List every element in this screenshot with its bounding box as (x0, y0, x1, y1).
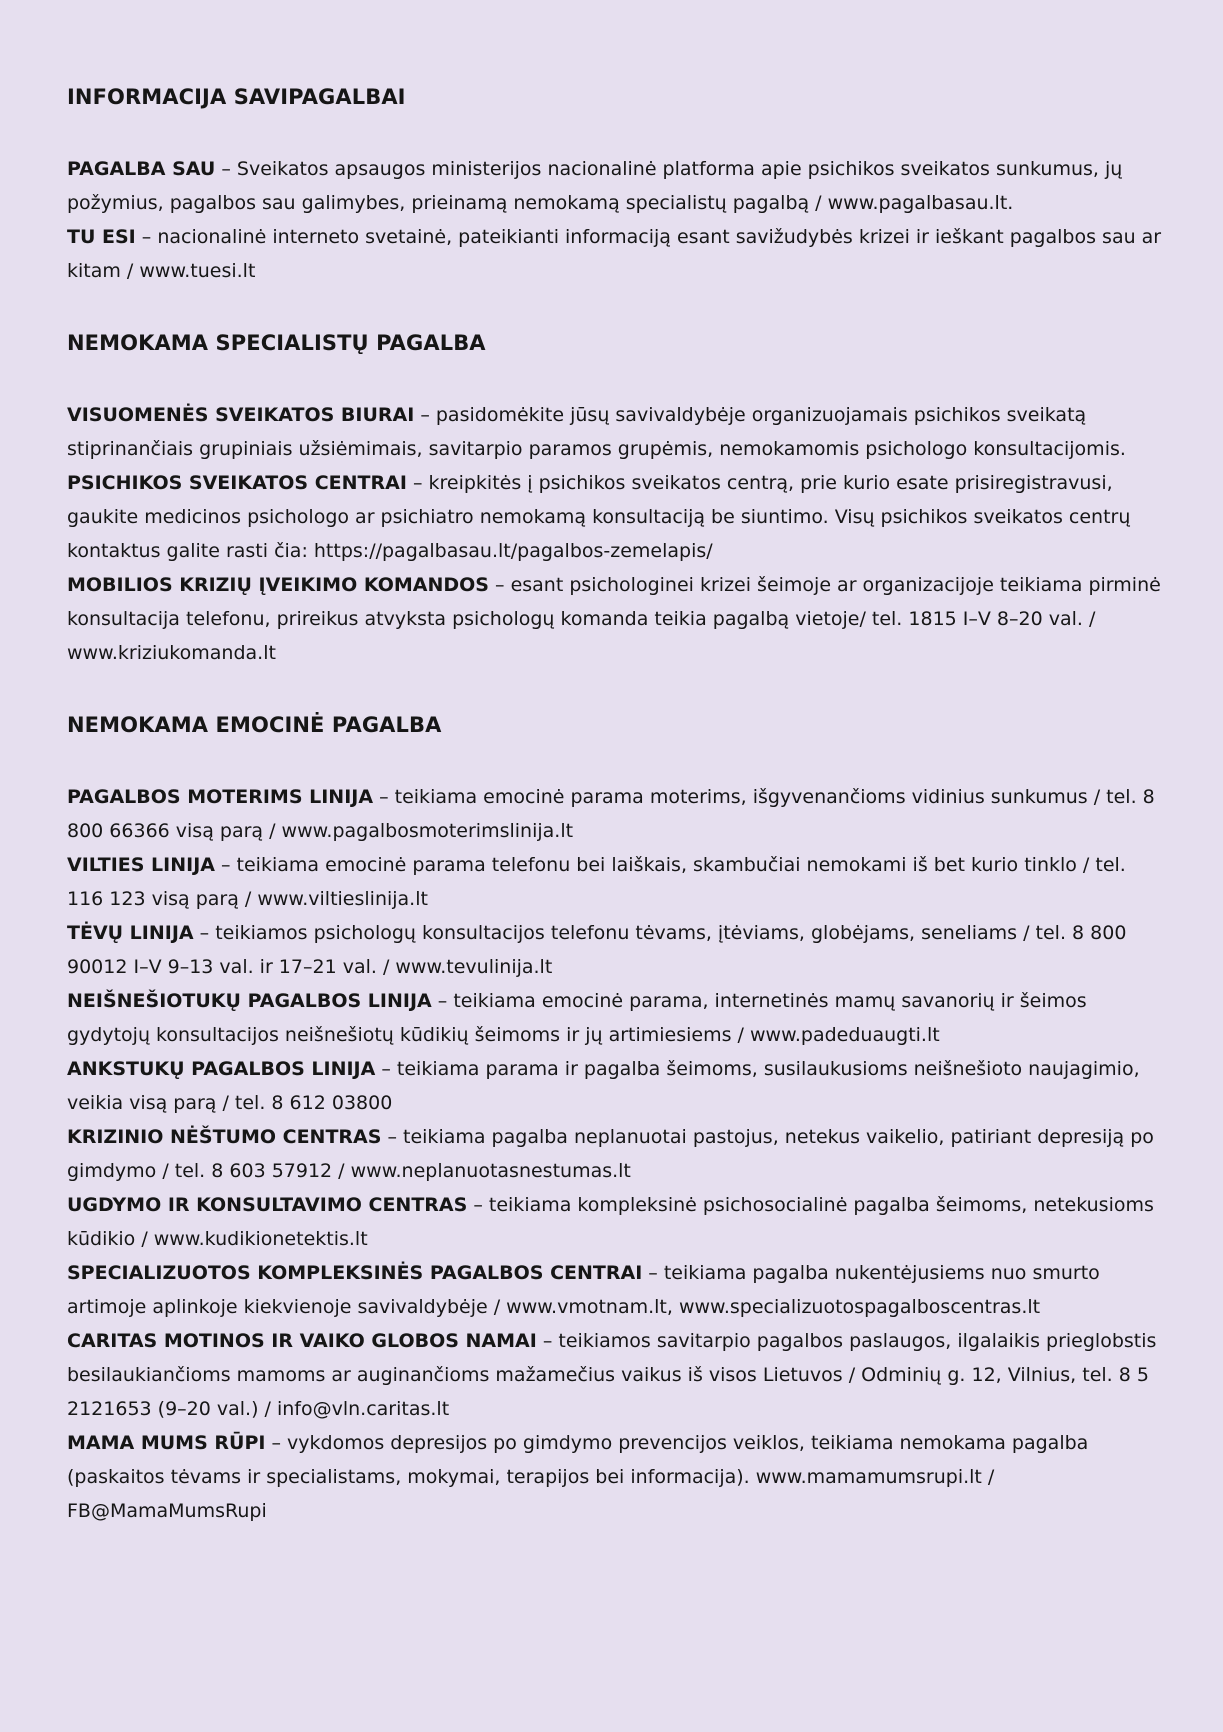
section-specialist-help (67, 326, 1163, 670)
entry-psichikos-sveikatos-centrai (67, 466, 1163, 568)
entry-name: VISUOMENĖS SVEIKATOS BIURAI (67, 404, 415, 426)
entry-name: PAGALBOS MOTERIMS LINIJA (67, 786, 374, 808)
entry-name: PAGALBA SAU (67, 158, 216, 180)
entry-neisnesiotuku-linija (67, 984, 1163, 1052)
entry-text: – teikiama emocinė parama telefonu bei laiškais, skambučiai nemokami iš bet kurio tinklo / tel. 116 123 visą parą / www.viltieslinija.lt (67, 854, 1126, 910)
entry-name: SPECIALIZUOTOS KOMPLEKSINĖS PAGALBOS CENTRAI (67, 1262, 643, 1284)
entry-text: – kreipkitės į psichikos sveikatos centrą, prie kurio esate prisiregistravusi, gaukite medicinos psichologo ar psichiatro nemokamą konsultaciją be siuntimo. Visų psichikos sveikatos centrų kontaktus galite rasti čia: https://pagalbasau.lt/pagalbos-zemelapis/ (67, 472, 1131, 562)
entry-name: ANKSTUKŲ PAGALBOS LINIJA (67, 1058, 376, 1080)
entry-tevu-linija (67, 916, 1163, 984)
entry-name: NEIŠNEŠIOTUKŲ PAGALBOS LINIJA (67, 990, 432, 1012)
entry-name: CARITAS MOTINOS IR VAIKO GLOBOS NAMAI (67, 1330, 537, 1352)
entry-text: – teikiama kompleksinė psichosocialinė pagalba šeimoms, netekusioms kūdikio / www.kudikionetektis.lt (67, 1194, 1154, 1250)
entry-name: MAMA MUMS RŪPI (67, 1432, 266, 1454)
entry-name: TĖVŲ LINIJA (67, 922, 194, 944)
entry-caritas-globos-namai (67, 1324, 1163, 1426)
entry-text: – teikiamos savitarpio pagalbos paslaugos, ilgalaikis prieglobstis besilaukiančioms mamoms ar auginančioms mažamečius vaikus iš visos Lietuvos / Odminių g. 12, Vilnius, tel. 8 5 2121653 (9–20 val.) / info@vln.caritas.lt (67, 1330, 1157, 1420)
entry-pagalbos-moterims-linija (67, 780, 1163, 848)
section-title: NEMOKAMA EMOCINĖ PAGALBA (67, 713, 442, 737)
entry-name: UGDYMO IR KONSULTAVIMO CENTRAS (67, 1194, 468, 1216)
entry-name: KRIZINIO NĖŠTUMO CENTRAS (67, 1126, 382, 1148)
entry-text: – pasidomėkite jūsų savivaldybėje organizuojamais psichikos sveikatą stiprinančiais grupiniais užsiėmimais, savitarpio paramos grupėmis, nemokamomis psichologo konsultacijomis. (67, 404, 1126, 460)
entry-mama-mums-rupi (67, 1426, 1163, 1528)
entry-krizinio-nestumo-centras (67, 1120, 1163, 1188)
section-emotional-help (67, 708, 1163, 1528)
entry-text: – teikiama emocinė parama moterims, išgyvenančioms vidinius sunkumus / tel. 8 800 66366 visą parą / www.pagalbosmoterimslinija.lt (67, 786, 1155, 842)
entry-text: – teikiama emocinė parama, internetinės mamų savanorių ir šeimos gydytojų konsultacijos neišnešiotų kūdikių šeimoms ir jų artimiesiems / www.padeduaugti.lt (67, 990, 1087, 1046)
entry-text: – teikiama parama ir pagalba šeimoms, susilaukusioms neišnešioto naujagimio, veikia visą parą / tel. 8 612 03800 (67, 1058, 1140, 1114)
entry-text: – teikiamos psichologų konsultacijos telefonu tėvams, įtėviams, globėjams, seneliams / tel. 8 800 90012 I–V 9–13 val. ir 17–21 val. / www.tevulinija.lt (67, 922, 1127, 978)
entry-ugdymo-konsultavimo-centras (67, 1188, 1163, 1256)
entry-name: MOBILIOS KRIZIŲ ĮVEIKIMO KOMANDOS (67, 574, 489, 596)
entry-name: PSICHIKOS SVEIKATOS CENTRAI (67, 472, 407, 494)
entry-text: – Sveikatos apsaugos ministerijos nacionalinė platforma apie psichikos sveikatos sunkumus, jų požymius, pagalbos sau galimybes, prieinamą nemokamą specialistų pagalbą / www.pagalbasau.lt. (67, 158, 1123, 214)
entry-text: – vykdomos depresijos po gimdymo prevencijos veiklos, teikiama nemokama pagalba (paskaitos tėvams ir specialistams, mokymai, terapijos bei informacija). www.mamamumsrupi.lt / FB@MamaMumsRupi (67, 1432, 1089, 1522)
section-title: INFORMACIJA SAVIPAGALBAI (67, 85, 406, 109)
section-title: NEMOKAMA SPECIALISTŲ PAGALBA (67, 331, 486, 355)
entry-text: – teikiama pagalba neplanuotai pastojus, netekus vaikelio, patiriant depresiją po gimdymo / tel. 8 603 57912 / www.neplanuotasnestumas.lt (67, 1126, 1154, 1182)
entry-visuomenes-sveikatos-biurai (67, 398, 1163, 466)
entry-vilties-linija (67, 848, 1163, 916)
entry-text: – nacionalinė interneto svetainė, pateikianti informaciją esant savižudybės krizei ir ieškant pagalbos sau ar kitam / www.tuesi.lt (67, 226, 1162, 282)
entry-name: VILTIES LINIJA (67, 854, 215, 876)
entry-name: TU ESI (67, 226, 136, 248)
entry-text: – teikiama pagalba nukentėjusiems nuo smurto artimoje aplinkoje kiekvienoje savivaldybėje / www.vmotnam.lt, www.specializuotospagalboscentras.lt (67, 1262, 1100, 1318)
entry-text: – esant psichologinei krizei šeimoje ar organizacijoje teikiama pirminė konsultacija telefonu, prireikus atvyksta psichologų komanda teikia pagalbą vietoje/ tel. 1815 I–V 8–20 val. / www.kriziukomanda.lt (67, 574, 1161, 664)
entry-pagalba-sau (67, 152, 1163, 220)
entry-specializuotos-pagalbos-centrai (67, 1256, 1163, 1324)
entry-tu-esi (67, 220, 1163, 288)
section-self-help (67, 80, 1163, 288)
entry-ankstuku-linija (67, 1052, 1163, 1120)
entry-mobilios-kriziu-komandos (67, 568, 1163, 670)
